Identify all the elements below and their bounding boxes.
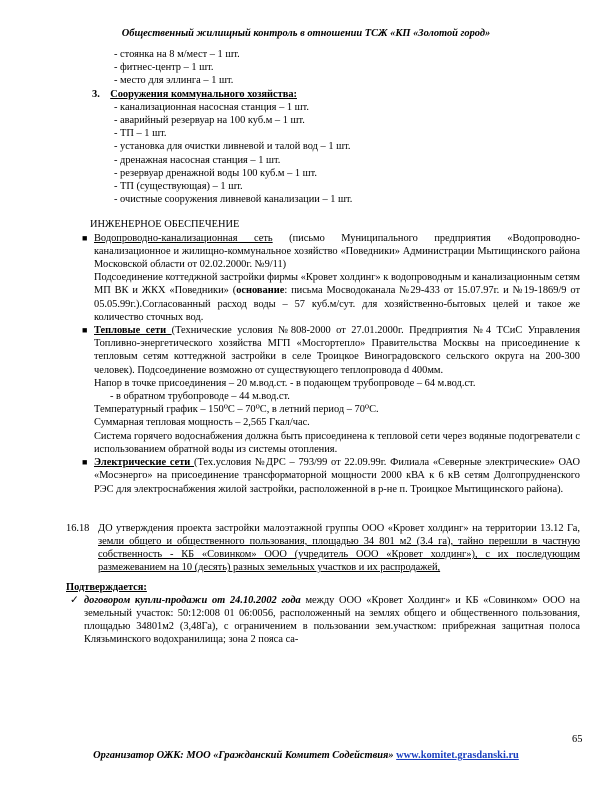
water-desc: (письмо Муниципального предприятия «Водопроводно-канализационное и жилищно-коммунальное хозяйство «Поведники» Администрации Мытищинского района Московской области от 02.02.2000г. №9/11) [94, 232, 580, 271]
page-footer [0, 750, 612, 761]
water-block [70, 232, 580, 272]
section-number: 3. [92, 88, 100, 100]
electric-block [70, 456, 580, 496]
paragraph-number: 16.18 [66, 522, 90, 534]
contract-desc: между ООО «Кровет Холдинг» и КБ «Совинком» ООО на земельный участок: 50:12:008 01 06:0056, расположенный на землях общего и общественного пользования, площадью 34801м2 (3,48Га), с ограничением в пользовании зем.участком: прибрежная защитная полоса Клязьминского водохранилища; зона 2 пояса са- [84, 594, 580, 646]
list-item: - место для эллинга – 1 шт. [114, 75, 234, 87]
electric-text [94, 456, 580, 496]
paragraph-16-18-a: ДО утверждения проекта застройки малоэтажной группы ООО «Кровет холдинг» на территории 13.12 Га, [98, 522, 580, 534]
heat-details [70, 377, 580, 456]
paragraph-16-18-b: земли общего и общественного пользования, площадью 34 801 м2 (3.4 га), тайно перешли в частную собственность - КБ «Совинком» ООО (учредитель ООО «Кровет холдинг»), с их последующим размежеванием на 10 (десять) разных земельных участков и их распродажей, [98, 535, 580, 574]
square-bullet-icon: ■ [82, 232, 88, 243]
list-item: - аварийный резервуар на 100 куб.м – 1 шт. [114, 115, 305, 127]
heat-desc: (Технические условия №808-2000 от 27.01.2000г. Предприятия №4 ТСиС Управления Топливно-энергетического хозяйства МГП «Мосгортепло» Правительства Москвы на присоединение к тепловым сетям коттеджной застройки в селе Троицкое Виноградовского сельского округа на 200-300 человек). Подсоединение возможно от существующего теплопровода d 400мм. [94, 325, 580, 376]
water-text [94, 232, 580, 272]
list-item: - ТП (существующая) – 1 шт. [114, 181, 243, 193]
list-item: - фитнес-центр – 1 шт. [114, 62, 214, 74]
list-item: - ТП – 1 шт. [114, 128, 167, 140]
water-p2c: : письма Мосводоканала №29-433 от 15.07.97г. и №19-1869/9 от 05.05.99г.).Согласованный расход воды – 57 куб.м/сут. для хозяйственно-бытовых целей и такое же количество сточных вод. [94, 285, 580, 323]
footer-link[interactable]: www.komitet.grasdanski.ru [396, 750, 519, 761]
heat-pressure-1: Напор в точке присоединения – 20 м.вод.ст. - в подающем трубопроводе – 64 м.вод.ст. [94, 377, 476, 389]
square-bullet-icon: ■ [82, 457, 88, 468]
water-connection [70, 271, 580, 324]
water-p2a: Подсоединение коттеджной застройки фирмы «Кровет холдинг» к водопроводным и канализационным сетям МП ВК и ЖКХ «Поведники» ( [94, 272, 580, 297]
document-body [66, 48, 580, 647]
list-item: - очистные сооружения ливневой канализации – 1 шт. [114, 194, 353, 206]
checkmark-icon: ✓ [70, 594, 79, 606]
water-basis: основание [236, 285, 285, 297]
list-section-3 [70, 101, 580, 207]
heat-block [70, 324, 580, 377]
list-item: - стоянка на 8 м/мест – 1 шт. [114, 49, 240, 60]
list-item: - канализационная насосная станция – 1 шт. [114, 101, 310, 113]
contract-title: договором купли-продажи от 24.10.2002 года [84, 594, 301, 606]
heat-pressure-2: - в обратном трубопроводе – 44 м.вод.ст. [110, 391, 290, 403]
page-number: 65 [572, 734, 583, 745]
section-3-heading [70, 88, 580, 101]
section-title: Сооружения коммунального хозяйства: [110, 88, 297, 100]
heat-text [94, 324, 580, 377]
contract-text [84, 594, 580, 647]
page-header: Общественный жилищный контроль в отношении ТСЖ «КП «Золотой город» [121, 28, 491, 39]
water-title: Водопроводно-канализационная сеть [94, 232, 273, 244]
contract-block [70, 594, 580, 647]
list-item: - дренажная насосная станция – 1 шт. [114, 154, 281, 166]
footer-text: Организатор ОЖК: МОО «Гражданский Комитет Содействия» [93, 750, 397, 761]
engineering-heading: ИНЖЕНЕРНОЕ ОБЕСПЕЧЕНИЕ [90, 219, 240, 231]
list-item: - резервуар дренажной воды 100 куб.м – 1 шт. [114, 167, 318, 179]
paragraph-16-18 [66, 522, 580, 575]
electric-desc: (Тех.условия №ДРС – 793/99 от 22.09.99г. Филиала «Северные электрические» ОАО «Мосэнерго» на присоединение трансформаторной мощности 2000 кВА к 6 кВ сетям Долгопрудненского РЭС для электроснабжения жилой застройки, расположенной в р-не п. Троицкое Мытищинского района). [94, 457, 580, 495]
list-top [70, 48, 580, 88]
heat-temp: Температурный график – 150⁰С – 70⁰С, в летний период – 70⁰С. [94, 404, 379, 416]
electric-title: Электрические сети [94, 457, 195, 469]
list-item: - установка для очистки ливневой и талой вод – 1 шт. [114, 141, 351, 153]
heat-power: Суммарная тепловая мощность – 2,565 Гкал/час. [94, 417, 310, 429]
heat-hot-water: Система горячего водоснабжения должна быть присоединена к тепловой сети через водяные подогреватели с использованием обратной воды из системы отопления. [94, 430, 580, 455]
heat-title: Тепловые сети [94, 325, 172, 337]
square-bullet-icon: ■ [82, 325, 88, 336]
paragraph-16-18-text [98, 522, 580, 575]
confirm-heading: Подтверждается: [66, 581, 147, 593]
